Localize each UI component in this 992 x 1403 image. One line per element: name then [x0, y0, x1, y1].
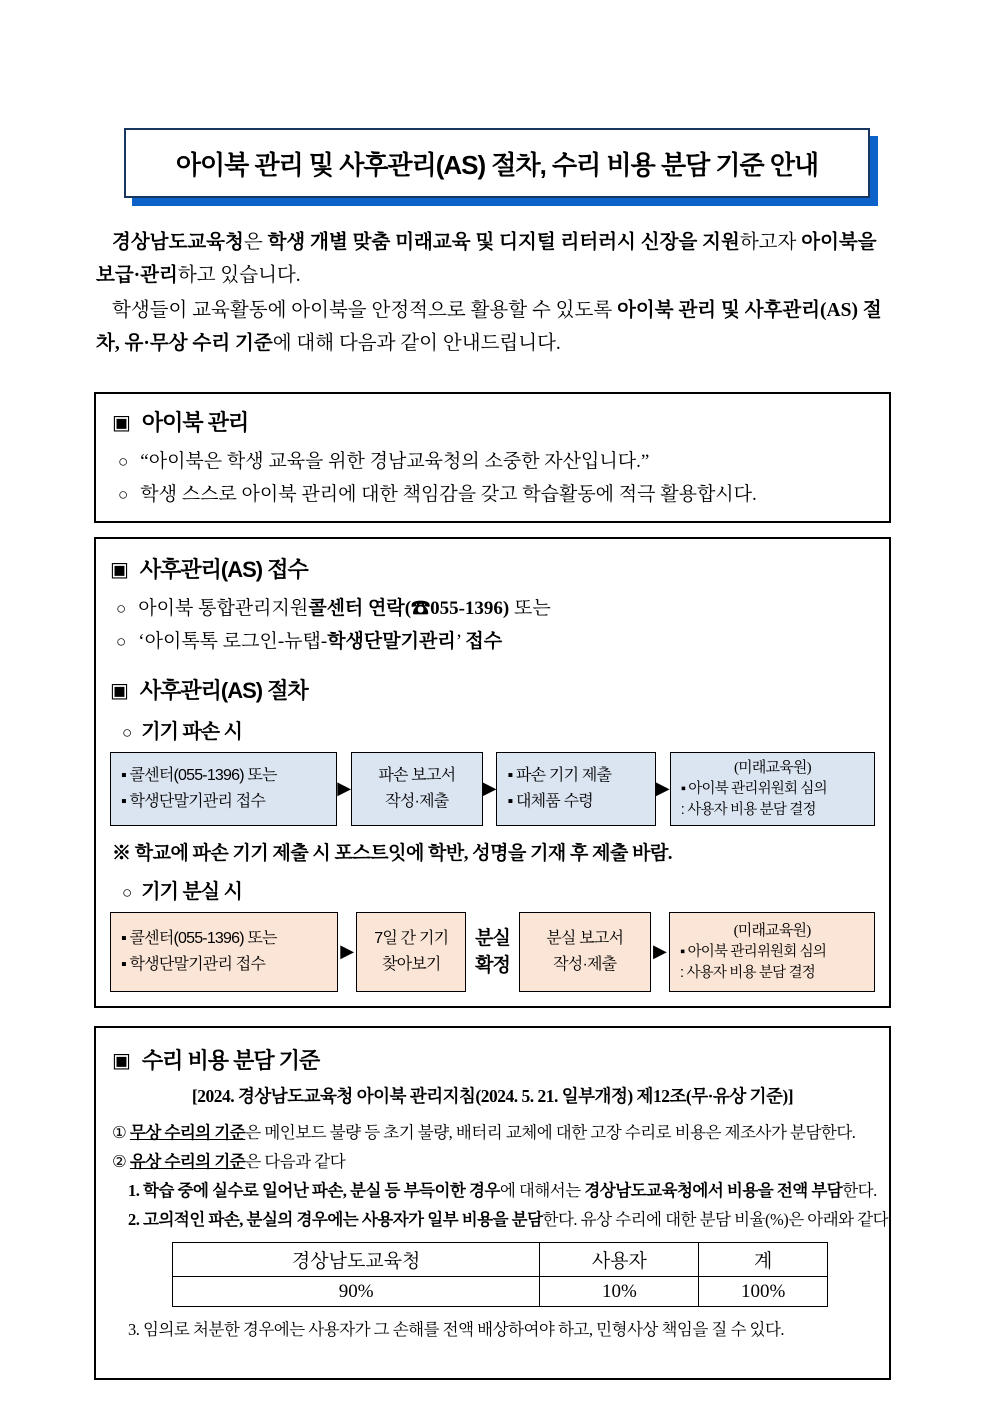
loss-confirm-line: 확정 [475, 955, 510, 976]
table-header-row [173, 1243, 828, 1277]
arrow-right-icon: ▶ [337, 778, 352, 799]
flow-step-line: 작성·제출 [385, 793, 449, 810]
table-header-cell: 사용자 [540, 1243, 699, 1277]
section-marker-icon: ▣ [112, 412, 130, 434]
flow-label-text: 기기 분실 시 [141, 881, 242, 903]
flow-step-line: 7일 간 기기 [374, 930, 449, 947]
list-item-text: ‘아이톡톡 로그인-뉴탭-학생단말기관리’ 접수 [138, 631, 503, 652]
section-as-procedure [94, 537, 891, 1008]
subclause-3: 3. 임의로 처분한 경우에는 사용자가 그 손해를 전액 배상하여야 하고, 민형사상 책임을 질 수 있다. [128, 1320, 785, 1339]
loss-confirm-line: 분실 [475, 928, 510, 949]
loss-confirm-connector [469, 925, 517, 979]
flow-step-line: ▪ 대체품 수령 [507, 793, 593, 810]
damage-flow [110, 752, 875, 826]
circle-bullet-icon: ○ [116, 632, 127, 651]
flow-step-line: (미래교육원) [733, 759, 811, 776]
circle-bullet-icon: ○ [122, 723, 132, 742]
document-title-box [124, 128, 870, 198]
list-item-text: 학생 스스로 아이북 관리에 대한 책임감을 갖고 학습활동에 적극 활용합시다. [140, 484, 757, 505]
damage-flow-step-2 [351, 752, 483, 826]
flow-step-line: ▪ 아이북 관리위원회 심의 [680, 780, 827, 797]
page-title: 아이북 관리 및 사후관리(AS) 절차, 수리 비용 분담 기준 안내 [175, 150, 819, 180]
list-item [110, 478, 873, 511]
section-ibook-management [94, 392, 891, 523]
section-heading-label: 수리 비용 분담 기준 [141, 1048, 320, 1073]
circle-bullet-icon: ○ [116, 599, 127, 618]
flow-step-line: 파손 보고서 [378, 767, 456, 784]
section-heading-label: 아이북 관리 [141, 410, 249, 435]
flow-label-text: 기기 파손 시 [141, 721, 242, 743]
section-heading-as-receipt [110, 553, 877, 584]
flow-step-line: ▪ 콜센터(055-1396) 또는 [121, 767, 277, 784]
damage-flow-step-3 [496, 752, 655, 826]
loss-flow-step-3 [519, 912, 651, 992]
section-marker-icon: ▣ [112, 1050, 130, 1072]
section-repair-cost [94, 1026, 891, 1380]
flow-step-line: ▪ 학생단말기관리 접수 [121, 793, 266, 810]
table-header-cell: 계 [699, 1243, 828, 1277]
intro-paragraph-2: 학생들이 교육활동에 아이북을 안정적으로 활용할 수 있도록 아이북 관리 및 사후관리(AS) 절차, 유·무상 수리 기준에 대해 다음과 같이 안내드립니다. [96, 300, 882, 354]
regulation-reference: [2024. 경상남도교육청 아이북 관리지침(2024. 5. 21. 일부개정) 제12조(무·유상 기준)] [191, 1086, 794, 1106]
subclause-1: 1. 학습 중에 실수로 일어난 파손, 분실 등 부득이한 경우에 대해서는 경상남도교육청에서 비용을 전액 부담한다. [128, 1181, 877, 1200]
cost-share-table [172, 1242, 828, 1307]
damage-flow-step-4 [670, 752, 875, 826]
list-item [110, 445, 873, 478]
flow-step-line: ▪ 학생단말기관리 접수 [121, 956, 266, 973]
flow-step-line: ▪ 콜센터(055-1396) 또는 [121, 930, 277, 947]
clause-paid-repair: ② 유상 수리의 기준은 다음과 같다 [112, 1152, 346, 1171]
table-value-row [173, 1277, 828, 1307]
arrow-right-icon: ▶ [340, 941, 355, 962]
table-value-cell: 90% [173, 1277, 540, 1307]
section-heading-ibook-management [112, 406, 873, 437]
damage-flow-label [122, 715, 877, 744]
list-item-text: 아이북 통합관리지원콜센터 연락(☎055-1396) 또는 [138, 598, 551, 619]
table-header-cell: 경상남도교육청 [173, 1243, 540, 1277]
intro-paragraph-1: 경상남도교육청은 학생 개별 맞춤 미래교육 및 디지털 리터러시 신장을 지원하고자 아이북을 보급·관리하고 있습니다. [96, 232, 877, 286]
circle-bullet-icon: ○ [118, 452, 129, 471]
damage-flow-note: ※ 학교에 파손 기기 제출 시 포스트잇에 학반, 성명을 기재 후 제출 바람. [112, 843, 673, 864]
clause-free-repair: ① 무상 수리의 기준은 메인보드 불량 등 초기 불량, 배터리 교체에 대한 고장 수리로 비용은 제조사가 분담한다. [112, 1123, 856, 1142]
list-item [108, 592, 877, 625]
loss-flow-step-4 [669, 912, 875, 992]
list-item-text: “아이북은 학생 교육을 위한 경남교육청의 소중한 자산입니다.” [140, 451, 650, 472]
arrow-right-icon: ▶ [655, 778, 670, 799]
loss-flow-step-1 [110, 912, 338, 992]
section-heading-label: 사후관리(AS) 절차 [139, 678, 308, 703]
loss-flow-step-2 [356, 912, 466, 992]
flow-step-line: (미래교육원) [733, 922, 811, 939]
arrow-right-icon: ▶ [482, 778, 497, 799]
flow-step-line: 찾아보기 [381, 956, 441, 973]
subclause-2: 2. 고의적인 파손, 분실의 경우에는 사용자가 일부 비용을 분담한다. 유상 수리에 대한 분담 비율(%)은 아래와 같다. [128, 1210, 892, 1229]
section-marker-icon: ▣ [110, 680, 128, 702]
list-item [108, 625, 877, 658]
section-heading-label: 사후관리(AS) 접수 [139, 557, 308, 582]
flow-step-line: ▪ 아이북 관리위원회 심의 [680, 943, 827, 960]
damage-flow-step-1 [110, 752, 337, 826]
circle-bullet-icon: ○ [122, 883, 132, 902]
section-heading-repair-cost [112, 1044, 875, 1075]
flow-step-line: : 사용자 비용 분담 결정 [680, 801, 816, 818]
section-heading-as-process [110, 674, 877, 705]
loss-flow-label [122, 875, 877, 904]
flow-step-line: 분실 보고서 [546, 930, 624, 947]
table-value-cell: 10% [540, 1277, 699, 1307]
circle-bullet-icon: ○ [118, 485, 129, 504]
section-marker-icon: ▣ [110, 559, 128, 581]
table-value-cell: 100% [699, 1277, 828, 1307]
flow-step-line: 작성·제출 [553, 956, 617, 973]
intro-section [96, 226, 896, 360]
arrow-right-icon: ▶ [652, 941, 667, 962]
flow-step-line: ▪ 파손 기기 제출 [507, 767, 612, 784]
flow-step-line: : 사용자 비용 분담 결정 [680, 964, 816, 981]
loss-flow [110, 912, 875, 992]
